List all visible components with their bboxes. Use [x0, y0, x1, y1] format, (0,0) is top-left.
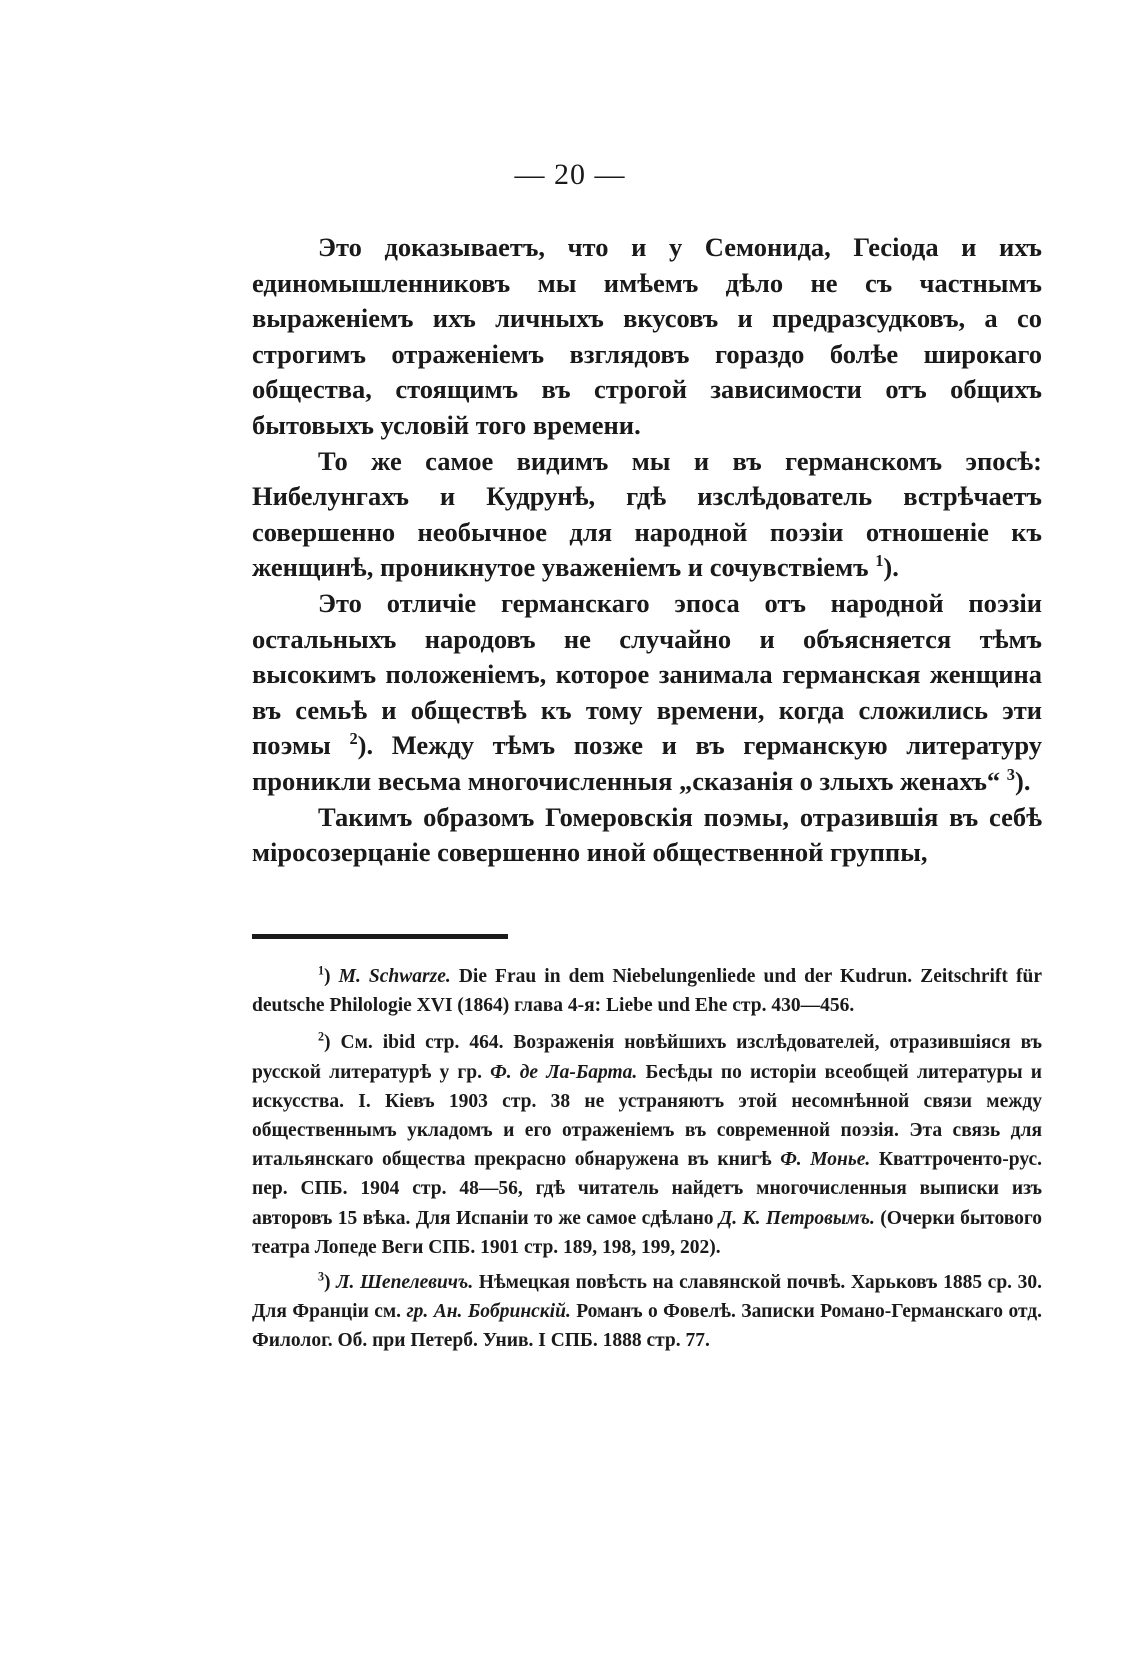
paragraph-2-text: То же самое видимъ мы и въ германскомъ эпосѣ: Нибелунгахъ и Кудрунѣ, гдѣ изслѣдователь встрѣчаетъ совершенно необычное для народной поэзіи отношеніе къ женщинѣ, проникнутое уваженіемъ и сочувствіемъ	[252, 445, 1042, 583]
footnote-1-text: Die Frau in dem Niebelungenliede und der Kudrun. Zeitschrift für deutsche Philologie XVI (1864) глава 4-я: Liebe und Ehe стр. 430—456.	[252, 966, 1042, 1017]
footnote-marker-1: 1	[318, 963, 325, 978]
footnote-3: $^3$) Л. Шепелевичъ. Нѣмецкая повѣсть на славянской почвѣ. Харьковъ 1885 ср. 30. Для Франціи см. гр. Ан. Бобринскій. Романъ о Фовелѣ. Записки Романо-Германскаго отд. Филолог. Об. при Петерб. Унив. I СПБ. 1888 стр. 77.	[252, 1269, 1043, 1352]
footnote-2-author-1: Ф. де Ла-Барта.	[490, 1061, 638, 1083]
footnote-2: $^2$) См. ibid стр. 464. Возраженія новѣйшихъ изслѣдователей, отразившіяся въ русской литературѣ у гр. Ф. де Ла-Барта. Бесѣды по исторіи всеобщей литературы и искусства. I. Кіевъ 1903 стр. 38 не устраняютъ этой несомнѣнной связи между общественнымъ укладомъ и его отраженіемъ въ современной поэзія. Эта связь для итальянскаго общества прекрасно обнаружена въ книгѣ Ф. Монье. Кваттроченто-рус. пер. СПБ. 1904 стр. 48—56, гдѣ читатель найдетъ многочисленныя выписки изъ авторовъ 15 вѣка. Для Испаніи то же самое сдѣлано Д. К. Петровымъ. (Очерки бытового театра Лопеде Веги СПБ. 1901 стр. 189, 198, 199, 202).	[252, 1029, 1042, 1258]
footnotes	[252, 962, 1042, 1364]
footnote-1-author: M. Schwarze.	[338, 966, 451, 987]
footnote-3-text-2: Романъ о Фовелѣ. Записки Романо-Германскаго отд. Филолог. Об. при Петерб. Унив. I СПБ. 1888 стр. 77.	[252, 1301, 1043, 1352]
footnote-ref-1[interactable]: 1	[875, 551, 884, 571]
footnote-2-author-2: Ф. Монье.	[780, 1149, 871, 1171]
footnote-marker-3: 3	[318, 1269, 325, 1284]
footnote-ref-3[interactable]: 3	[1006, 765, 1015, 785]
footnote-3-author-1: Л. Шепелевичъ.	[336, 1272, 474, 1294]
paragraph-3-middle: ). Между тѣмъ позже и въ германскую литературу проникли весьма многочисленныя „сказанія о злыхъ женахъ“	[252, 730, 1042, 796]
paragraph-2	[252, 444, 1042, 586]
footnote-2-author-3: Д. К. Петровымъ.	[718, 1207, 875, 1229]
paragraph-3-text: Это отличіе германскаго эпоса отъ народной поэзіи остальныхъ народовъ не случайно и объясняется тѣмъ высокимъ положеніемъ, которое занимала германская женщина въ семьѣ и обществѣ къ тому времени, когда сложились эти поэмы	[252, 587, 1042, 761]
footnote-2-text-4: (Очерки бытового театра Лопеде Веги СПБ. 1901 стр. 189, 198, 199, 202).	[252, 1207, 1042, 1258]
paragraph-3-end: ).	[1015, 765, 1031, 796]
main-text	[252, 230, 1042, 871]
footnote-marker-2: 2	[318, 1029, 325, 1044]
paragraph-1: Это доказываетъ, что и у Семонида, Гесіода и ихъ единомышленниковъ мы имѣемъ дѣло не съ частнымъ выраженіемъ ихъ личныхъ вкусовъ и предразсудковъ, а со строгимъ отраженіемъ взглядовъ гораздо болѣе широкаго общества, стоящимъ въ строгой зависимости отъ общихъ бытовыхъ условій того времени.	[252, 232, 1042, 440]
footnote-2-text-3: Кваттроченто-рус. пер. СПБ. 1904 стр. 48—56, гдѣ читатель найдетъ многочисленныя выписки изъ авторовъ 15 вѣка. Для Испаніи то же самое сдѣлано	[252, 1149, 1042, 1229]
footnote-2-text-1: См. ibid стр. 464. Возраженія новѣйшихъ изслѣдователей, отразившіяся въ русской литературѣ у гр.	[252, 1032, 1042, 1083]
footnote-1: $^1$) M. Schwarze. Die Frau in dem Niebelungenliede und der Kudrun. Zeitschrift für deutsche Philologie XVI (1864) глава 4-я: Liebe und Ehe стр. 430—456.	[252, 963, 1042, 1017]
paragraph-3	[252, 586, 1042, 800]
footnote-divider	[252, 934, 508, 939]
page-number: — 20 —	[514, 158, 626, 191]
footnote-3-text-1: Нѣмецкая повѣсть на славянской почвѣ. Харьковъ 1885 ср. 30. Для Франціи см.	[252, 1272, 1042, 1323]
paragraph-4: Такимъ образомъ Гомеровскія поэмы, отразившія въ себѣ міросозерцаніе совершенно иной общественной группы,	[252, 801, 1042, 868]
footnote-3-author-2: гр. Ан. Бобринскій.	[406, 1301, 571, 1323]
paragraph-2-end: ).	[883, 552, 899, 583]
footnote-2-text-2: Бесѣды по исторіи всеобщей литературы и искусства. I. Кіевъ 1903 стр. 38 не устраняютъ этой несомнѣнной связи между общественнымъ укладомъ и его отраженіемъ въ современной поэзія. Эта связь для итальянскаго общества прекрасно обнаружена въ книгѣ	[252, 1061, 1042, 1171]
footnote-ref-2[interactable]: 2	[349, 729, 358, 749]
